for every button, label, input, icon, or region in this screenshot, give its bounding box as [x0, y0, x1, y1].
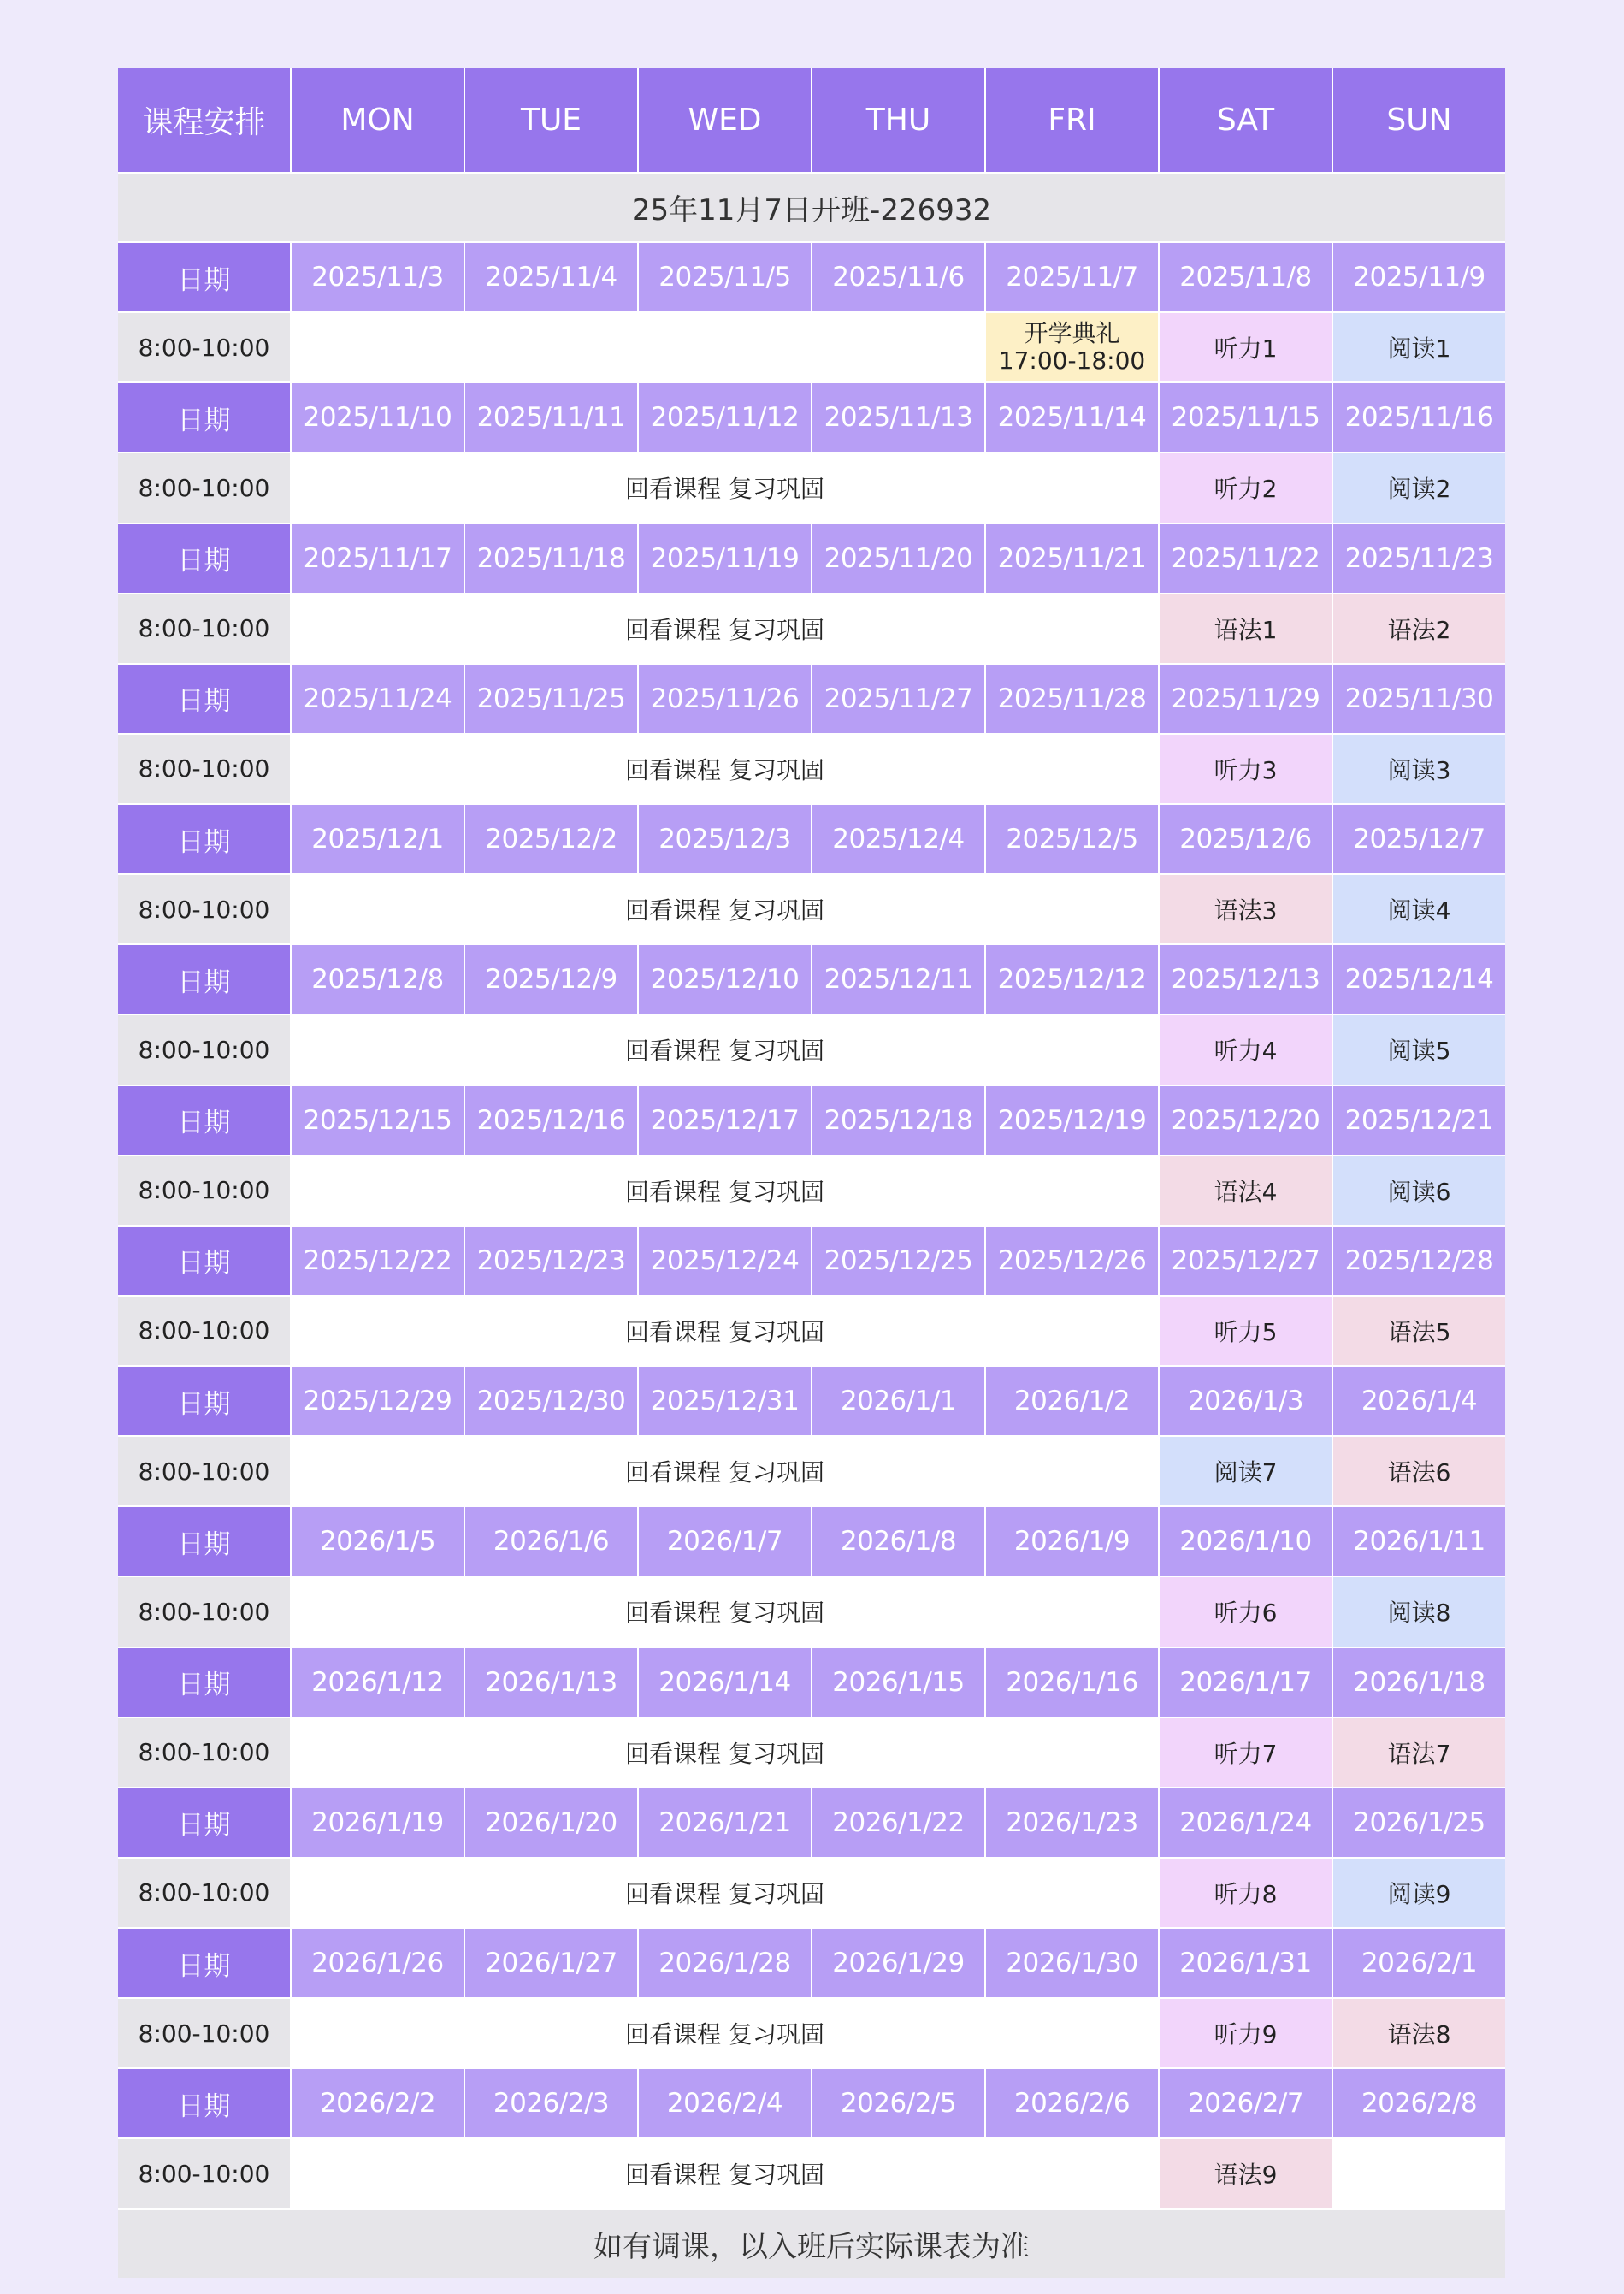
- date-row-label: 日期: [118, 2069, 290, 2137]
- lesson-cell-sat: 阅读7: [1160, 1437, 1332, 1505]
- header-day-sat: SAT: [1160, 68, 1332, 172]
- date-cell-wed: 2026/1/21: [639, 1788, 811, 1857]
- lesson-cell-sun: 语法2: [1333, 594, 1505, 663]
- lesson-cell-sun: 阅读8: [1333, 1577, 1505, 1646]
- date-cell-mon: 2026/1/5: [292, 1507, 464, 1576]
- date-cell-sun: 2025/11/23: [1333, 524, 1505, 593]
- date-cell-mon: 2025/12/1: [292, 805, 464, 873]
- lesson-cell-sat: 听力1: [1160, 313, 1332, 381]
- lesson-cell-sun: 阅读9: [1333, 1859, 1505, 1927]
- date-row-label: 日期: [118, 243, 290, 311]
- lesson-cell-sat: 语法1: [1160, 594, 1332, 663]
- time-slot-label: 8:00-10:00: [118, 594, 290, 663]
- lesson-cell-sat: 听力6: [1160, 1577, 1332, 1646]
- date-cell-sun: 2025/11/9: [1333, 243, 1505, 311]
- date-cell-mon: 2025/11/3: [292, 243, 464, 311]
- time-slot-label: 8:00-10:00: [118, 1999, 290, 2067]
- date-cell-sun: 2026/1/4: [1333, 1367, 1505, 1435]
- date-row-label: 日期: [118, 1788, 290, 1857]
- date-row-label: 日期: [118, 1086, 290, 1155]
- lesson-cell-sun: 阅读1: [1333, 313, 1505, 381]
- lesson-cell-sat: 听力7: [1160, 1718, 1332, 1787]
- lesson-cell-sun: 阅读6: [1333, 1156, 1505, 1225]
- date-cell-fri: 2025/11/7: [986, 243, 1158, 311]
- date-row-label: 日期: [118, 1367, 290, 1435]
- date-cell-sun: 2026/2/1: [1333, 1929, 1505, 1997]
- review-cell: 回看课程 复习巩固: [292, 1015, 1158, 1084]
- lesson-cell-sun: 阅读5: [1333, 1015, 1505, 1084]
- date-cell-fri: 2025/12/26: [986, 1227, 1158, 1295]
- date-cell-fri: 2025/11/28: [986, 665, 1158, 733]
- date-cell-sat: 2025/12/13: [1160, 945, 1332, 1014]
- time-slot-label: 8:00-10:00: [118, 735, 290, 803]
- review-cell: 回看课程 复习巩固: [292, 1437, 1158, 1505]
- date-cell-tue: 2025/12/9: [465, 945, 637, 1014]
- date-row-label: 日期: [118, 1929, 290, 1997]
- date-cell-thu: 2026/1/15: [812, 1648, 984, 1717]
- time-slot-label: 8:00-10:00: [118, 875, 290, 943]
- date-cell-sun: 2026/1/18: [1333, 1648, 1505, 1717]
- date-cell-fri: 2026/2/6: [986, 2069, 1158, 2137]
- lesson-cell-sat: 听力8: [1160, 1859, 1332, 1927]
- date-cell-wed: 2025/12/24: [639, 1227, 811, 1295]
- date-cell-wed: 2025/12/3: [639, 805, 811, 873]
- header-day-mon: MON: [292, 68, 464, 172]
- date-cell-tue: 2026/2/3: [465, 2069, 637, 2137]
- date-row-label: 日期: [118, 524, 290, 593]
- date-cell-fri: 2026/1/2: [986, 1367, 1158, 1435]
- review-cell: 回看课程 复习巩固: [292, 875, 1158, 943]
- date-row-label: 日期: [118, 805, 290, 873]
- date-cell-tue: 2025/12/23: [465, 1227, 637, 1295]
- date-cell-wed: 2025/12/10: [639, 945, 811, 1014]
- review-cell: 回看课程 复习巩固: [292, 453, 1158, 522]
- class-title: 25年11月7日开班-226932: [118, 174, 1505, 241]
- date-cell-tue: 2026/1/13: [465, 1648, 637, 1717]
- date-cell-fri: 2025/12/5: [986, 805, 1158, 873]
- date-cell-fri: 2025/11/21: [986, 524, 1158, 593]
- time-slot-label: 8:00-10:00: [118, 1859, 290, 1927]
- date-cell-fri: 2026/1/9: [986, 1507, 1158, 1576]
- review-cell: 回看课程 复习巩固: [292, 1577, 1158, 1646]
- date-cell-sat: 2025/11/15: [1160, 383, 1332, 452]
- date-cell-wed: 2026/1/28: [639, 1929, 811, 1997]
- review-cell: 回看课程 复习巩固: [292, 735, 1158, 803]
- date-cell-tue: 2025/12/30: [465, 1367, 637, 1435]
- date-cell-fri: 2026/1/23: [986, 1788, 1158, 1857]
- date-cell-mon: 2025/11/10: [292, 383, 464, 452]
- date-cell-sat: 2026/1/24: [1160, 1788, 1332, 1857]
- lesson-cell-sun: 阅读4: [1333, 875, 1505, 943]
- header-day-fri: FRI: [986, 68, 1158, 172]
- review-cell: 回看课程 复习巩固: [292, 2139, 1158, 2208]
- review-cell: 回看课程 复习巩固: [292, 594, 1158, 663]
- date-cell-sat: 2026/1/31: [1160, 1929, 1332, 1997]
- date-cell-tue: 2025/11/18: [465, 524, 637, 593]
- header-corner: 课程安排: [118, 68, 290, 172]
- date-cell-mon: 2025/12/29: [292, 1367, 464, 1435]
- date-cell-tue: 2025/12/2: [465, 805, 637, 873]
- footer-note: 如有调课，以入班后实际课表为准: [118, 2210, 1505, 2278]
- date-cell-tue: 2025/11/4: [465, 243, 637, 311]
- lesson-cell-sun: 语法6: [1333, 1437, 1505, 1505]
- lesson-cell-sun: [1333, 2139, 1505, 2208]
- time-slot-label: 8:00-10:00: [118, 313, 290, 381]
- review-cell: 回看课程 复习巩固: [292, 1859, 1158, 1927]
- date-cell-thu: 2025/11/6: [812, 243, 984, 311]
- lesson-cell-sat: 听力5: [1160, 1297, 1332, 1365]
- schedule-table: [118, 68, 1505, 2264]
- time-slot-label: 8:00-10:00: [118, 1015, 290, 1084]
- lesson-cell-sat: 听力3: [1160, 735, 1332, 803]
- date-cell-fri: 2025/11/14: [986, 383, 1158, 452]
- date-cell-tue: 2026/1/27: [465, 1929, 637, 1997]
- header-day-sun: SUN: [1333, 68, 1505, 172]
- lesson-cell-sat: 听力4: [1160, 1015, 1332, 1084]
- date-cell-sat: 2025/12/6: [1160, 805, 1332, 873]
- date-cell-wed: 2026/1/7: [639, 1507, 811, 1576]
- date-cell-sat: 2026/1/10: [1160, 1507, 1332, 1576]
- date-cell-sat: 2025/11/22: [1160, 524, 1332, 593]
- date-cell-sun: 2025/12/28: [1333, 1227, 1505, 1295]
- date-cell-mon: 2025/11/17: [292, 524, 464, 593]
- review-cell: 回看课程 复习巩固: [292, 1999, 1158, 2067]
- date-cell-thu: 2026/1/1: [812, 1367, 984, 1435]
- lesson-cell-sat: 听力2: [1160, 453, 1332, 522]
- date-cell-mon: 2025/12/15: [292, 1086, 464, 1155]
- date-cell-sat: 2025/11/8: [1160, 243, 1332, 311]
- date-cell-sun: 2025/11/30: [1333, 665, 1505, 733]
- date-cell-sat: 2026/1/3: [1160, 1367, 1332, 1435]
- date-cell-mon: 2026/2/2: [292, 2069, 464, 2137]
- date-cell-mon: 2026/1/26: [292, 1929, 464, 1997]
- date-cell-thu: 2025/11/20: [812, 524, 984, 593]
- time-slot-label: 8:00-10:00: [118, 1577, 290, 1646]
- date-cell-tue: 2025/12/16: [465, 1086, 637, 1155]
- date-cell-mon: 2025/11/24: [292, 665, 464, 733]
- date-row-label: 日期: [118, 665, 290, 733]
- date-cell-sat: 2025/12/20: [1160, 1086, 1332, 1155]
- lesson-cell-sat: 语法4: [1160, 1156, 1332, 1225]
- weekday-blank-cell: [292, 313, 984, 381]
- date-row-label: 日期: [118, 1507, 290, 1576]
- lesson-cell-sun: 语法8: [1333, 1999, 1505, 2067]
- time-slot-label: 8:00-10:00: [118, 1718, 290, 1787]
- lesson-cell-sun: 阅读2: [1333, 453, 1505, 522]
- date-cell-wed: 2026/1/14: [639, 1648, 811, 1717]
- date-cell-mon: 2026/1/19: [292, 1788, 464, 1857]
- date-row-label: 日期: [118, 383, 290, 452]
- date-cell-sun: 2025/12/21: [1333, 1086, 1505, 1155]
- review-cell: 回看课程 复习巩固: [292, 1297, 1158, 1365]
- date-cell-thu: 2025/12/4: [812, 805, 984, 873]
- lesson-cell-sat: 语法9: [1160, 2139, 1332, 2208]
- date-cell-mon: 2025/12/22: [292, 1227, 464, 1295]
- date-cell-sat: 2026/1/17: [1160, 1648, 1332, 1717]
- date-cell-wed: 2025/11/5: [639, 243, 811, 311]
- date-cell-sun: 2026/1/11: [1333, 1507, 1505, 1576]
- time-slot-label: 8:00-10:00: [118, 1297, 290, 1365]
- date-row-label: 日期: [118, 1648, 290, 1717]
- date-cell-sat: 2025/11/29: [1160, 665, 1332, 733]
- date-cell-thu: 2026/1/8: [812, 1507, 984, 1576]
- date-cell-wed: 2026/2/4: [639, 2069, 811, 2137]
- date-cell-mon: 2025/12/8: [292, 945, 464, 1014]
- date-cell-thu: 2025/12/25: [812, 1227, 984, 1295]
- date-cell-sun: 2025/12/14: [1333, 945, 1505, 1014]
- lesson-cell-sun: 语法7: [1333, 1718, 1505, 1787]
- date-cell-tue: 2026/1/6: [465, 1507, 637, 1576]
- lesson-cell-fri: 开学典礼 17:00-18:00: [986, 313, 1158, 381]
- date-cell-thu: 2026/1/29: [812, 1929, 984, 1997]
- date-cell-sun: 2026/1/25: [1333, 1788, 1505, 1857]
- date-cell-tue: 2025/11/11: [465, 383, 637, 452]
- date-cell-thu: 2026/2/5: [812, 2069, 984, 2137]
- header-day-tue: TUE: [465, 68, 637, 172]
- date-cell-wed: 2025/12/17: [639, 1086, 811, 1155]
- date-cell-sat: 2025/12/27: [1160, 1227, 1332, 1295]
- lesson-cell-sat: 语法3: [1160, 875, 1332, 943]
- header-day-wed: WED: [639, 68, 811, 172]
- date-cell-fri: 2026/1/16: [986, 1648, 1158, 1717]
- lesson-cell-sat: 听力9: [1160, 1999, 1332, 2067]
- header-day-thu: THU: [812, 68, 984, 172]
- date-cell-mon: 2026/1/12: [292, 1648, 464, 1717]
- date-cell-thu: 2025/12/18: [812, 1086, 984, 1155]
- date-cell-fri: 2026/1/30: [986, 1929, 1158, 1997]
- review-cell: 回看课程 复习巩固: [292, 1156, 1158, 1225]
- date-cell-wed: 2025/12/31: [639, 1367, 811, 1435]
- time-slot-label: 8:00-10:00: [118, 1156, 290, 1225]
- date-cell-sun: 2025/12/7: [1333, 805, 1505, 873]
- date-cell-thu: 2025/12/11: [812, 945, 984, 1014]
- date-cell-sun: 2025/11/16: [1333, 383, 1505, 452]
- date-cell-wed: 2025/11/12: [639, 383, 811, 452]
- date-cell-thu: 2026/1/22: [812, 1788, 984, 1857]
- date-cell-wed: 2025/11/19: [639, 524, 811, 593]
- review-cell: 回看课程 复习巩固: [292, 1718, 1158, 1787]
- date-cell-fri: 2025/12/19: [986, 1086, 1158, 1155]
- lesson-cell-sun: 阅读3: [1333, 735, 1505, 803]
- date-cell-sun: 2026/2/8: [1333, 2069, 1505, 2137]
- time-slot-label: 8:00-10:00: [118, 2139, 290, 2208]
- date-cell-wed: 2025/11/26: [639, 665, 811, 733]
- date-cell-fri: 2025/12/12: [986, 945, 1158, 1014]
- date-cell-tue: 2025/11/25: [465, 665, 637, 733]
- date-cell-sat: 2026/2/7: [1160, 2069, 1332, 2137]
- date-cell-tue: 2026/1/20: [465, 1788, 637, 1857]
- time-slot-label: 8:00-10:00: [118, 1437, 290, 1505]
- lesson-cell-sun: 语法5: [1333, 1297, 1505, 1365]
- time-slot-label: 8:00-10:00: [118, 453, 290, 522]
- date-row-label: 日期: [118, 1227, 290, 1295]
- date-row-label: 日期: [118, 945, 290, 1014]
- date-cell-thu: 2025/11/13: [812, 383, 984, 452]
- date-cell-thu: 2025/11/27: [812, 665, 984, 733]
